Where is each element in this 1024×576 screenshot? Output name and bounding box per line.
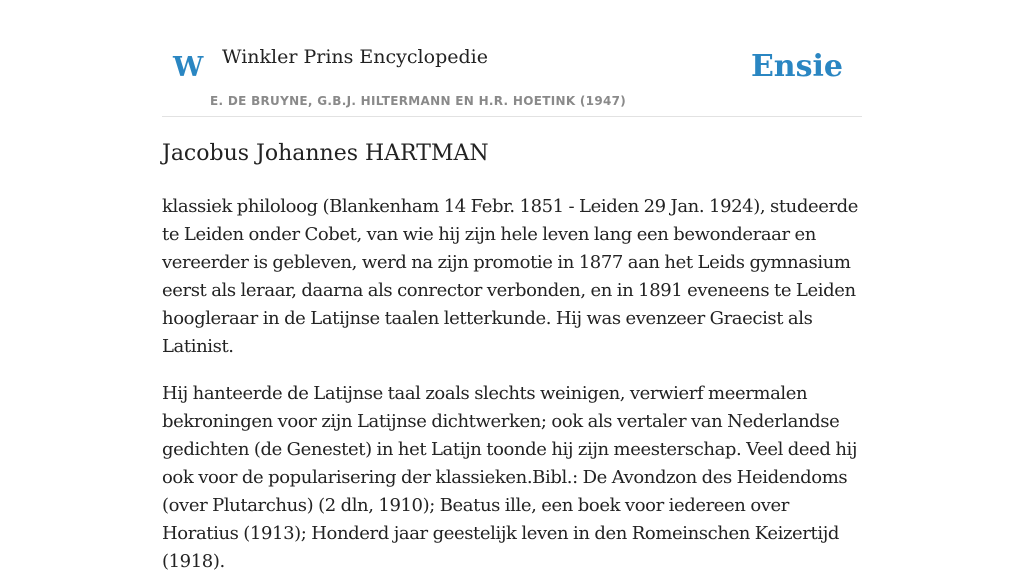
article xyxy=(162,138,862,576)
source-authors-subtitle: E. DE BRUYNE, G.B.J. HILTERMANN EN H.R. HOETINK (1947) xyxy=(210,94,627,108)
site-title: Winkler Prins Encyclopedie xyxy=(222,46,488,68)
article-paragraph-1: klassiek philoloog (Blankenham 14 Febr. 1851 - Leiden 29 Jan. 1924), studeerde te Leiden onder Cobet, van wie hij zijn hele leven lang een bewonderaar en vereerder is gebleven, werd na zijn promotie in 1877 aan het Leids gymnasium eerst als leraar, daarna als conrector verbonden, en in 1891 eveneens te Leiden hoogleraar in de Latijnse taalen letterkunde. Hij was evenzeer Graecist als Latinist. xyxy=(162,196,859,357)
winkler-prins-logo[interactable]: W xyxy=(173,52,204,83)
ensie-brand-link[interactable]: Ensie xyxy=(750,49,843,84)
site-header xyxy=(162,0,862,117)
article-title: Jacobus Johannes HARTMAN xyxy=(162,141,489,166)
article-paragraph-2: Hij hanteerde de Latijnse taal zoals slechts weinigen, verwierf meermalen bekroningen voor zijn Latijnse dichtwerken; ook als vertaler van Nederlandse gedichten (de Genestet) in het Latijn toonde hij zijn meesterschap. Veel deed hij ook voor de popularisering der klassieken.Bibl.: De Avondzon des Heidendoms (over Plutarchus) (2 dln, 1910); Beatus ille, een boek voor iedereen over Horatius (1913); Honderd jaar geestelijk leven in den Romeinschen Keizertijd (1918). xyxy=(162,383,858,572)
